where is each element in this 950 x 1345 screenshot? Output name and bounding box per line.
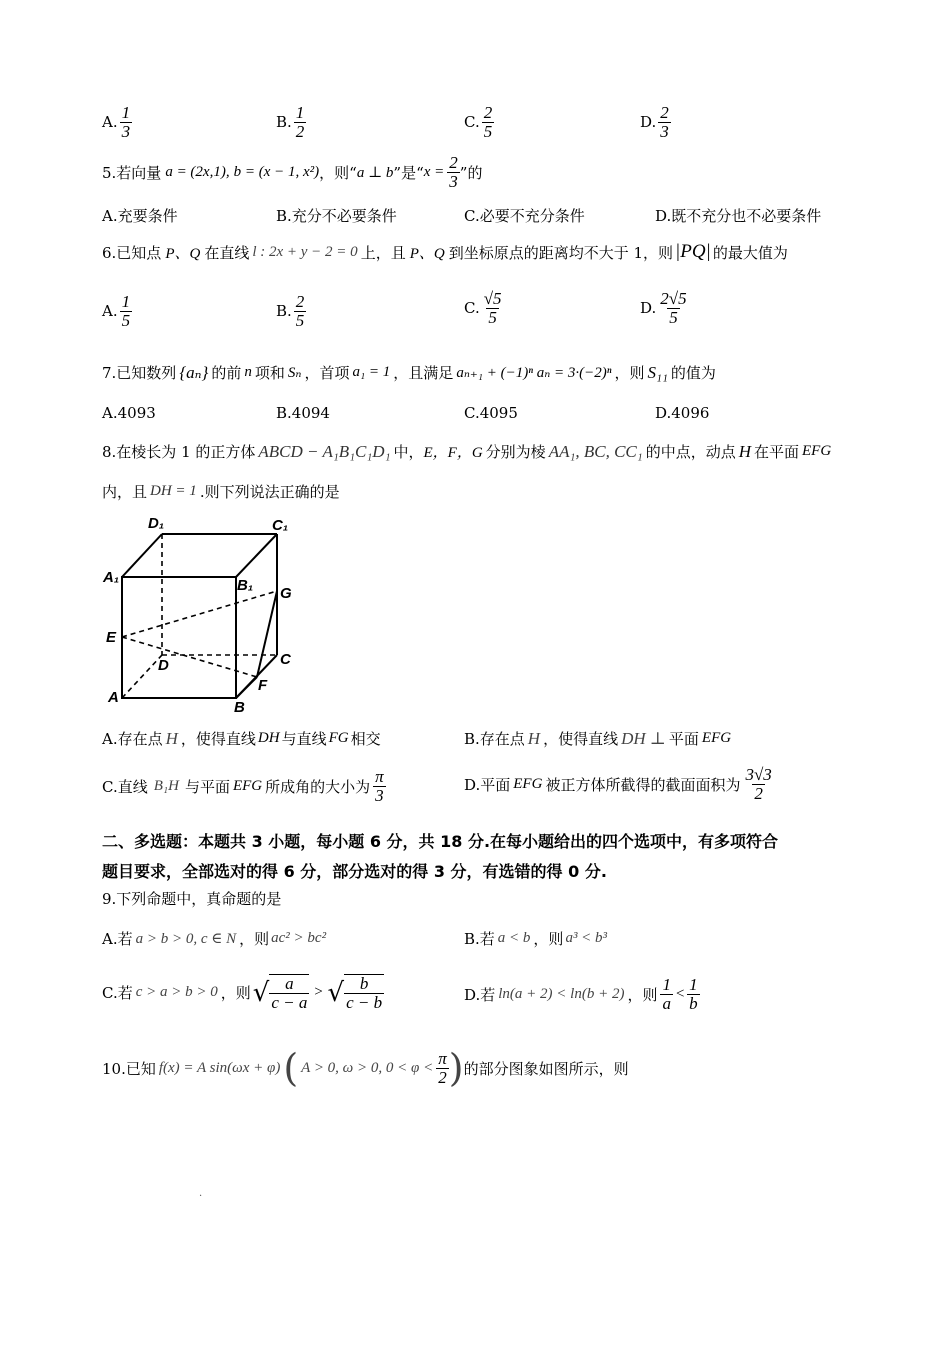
q8-opt-text: 与平面 bbox=[184, 777, 230, 796]
stray-dot: . bbox=[199, 1188, 203, 1199]
q8-opt-h: H bbox=[527, 728, 541, 748]
q4-option-a bbox=[102, 104, 132, 141]
q8-text: 内，且 bbox=[102, 483, 148, 501]
q9-option-a bbox=[102, 928, 326, 949]
q6-abs-pq: |PQ| bbox=[675, 241, 711, 262]
q9-opt-text: ，则 bbox=[239, 930, 270, 948]
q6-option-b bbox=[276, 293, 306, 330]
label-a: A bbox=[108, 689, 119, 706]
fraction: $\frac{2}{5}$ bbox=[483, 103, 493, 141]
q9-opt-text: B.若 bbox=[464, 930, 495, 948]
fraction: $\frac{\pi}{3}$ bbox=[375, 767, 384, 805]
paren-right-icon: ) bbox=[448, 1046, 464, 1090]
q7-n: n bbox=[244, 364, 252, 380]
q9-opt-math: a³ < b³ bbox=[565, 930, 608, 946]
q7-option-c: C.4095 bbox=[464, 404, 518, 422]
q9-option-b bbox=[464, 928, 607, 949]
q8-opt-text: 平面 bbox=[668, 730, 699, 748]
q7-text: ，则 bbox=[614, 364, 645, 382]
edge-b1-c1 bbox=[236, 534, 277, 577]
paren-left-icon: ( bbox=[283, 1046, 299, 1090]
q9-opt-math: ac² > bc² bbox=[271, 930, 327, 946]
q4-option-b bbox=[276, 104, 306, 141]
q8-text: 分别为棱 bbox=[485, 443, 546, 461]
q9-opt-lt: < bbox=[674, 985, 686, 1002]
q7-text: ，且满足 bbox=[393, 364, 454, 382]
q7-text: 项和 bbox=[254, 364, 285, 382]
q8-opt-fg: FG bbox=[328, 730, 349, 746]
question-8-line2 bbox=[102, 481, 340, 502]
q8-opt-dh: DH bbox=[257, 730, 280, 746]
q8-opt-text: B.存在点 bbox=[464, 730, 525, 748]
q7-option-b: B.4094 bbox=[276, 404, 330, 422]
option-label: C. bbox=[464, 299, 480, 318]
q8-option-c bbox=[102, 768, 386, 805]
q9-opt-math: a > b > 0, c ∈ N bbox=[135, 931, 237, 947]
q6-text: 上，且 bbox=[360, 243, 406, 262]
label-f: F bbox=[258, 677, 268, 694]
q5-perp: a ⊥ b bbox=[356, 164, 394, 181]
q8-opt-text: 与直线 bbox=[281, 730, 327, 748]
edge-a1-d1 bbox=[122, 534, 162, 577]
q8-opt-text: C.直线 bbox=[102, 777, 148, 796]
q7-option-d: D.4096 bbox=[655, 404, 710, 422]
q8-cube: ABCD − A₁B₁C₁D₁ bbox=[258, 441, 391, 461]
q8-opt-h: H bbox=[165, 728, 178, 748]
q8-dh: DH = 1 bbox=[150, 483, 197, 499]
fraction: $\frac{2}{3}$ bbox=[660, 103, 669, 141]
q7-relation: aₙ₊₁ + (−1)ⁿ aₙ = 3·(−2)ⁿ bbox=[456, 365, 612, 381]
fraction: $\frac{2}{3}$ bbox=[449, 153, 458, 191]
q9-opt-gt: > bbox=[313, 984, 324, 1001]
fraction: $\frac{2}{5}$ bbox=[295, 292, 305, 330]
q8-opt-efg: EFG bbox=[701, 730, 732, 746]
q9-opt-text: D.若 bbox=[464, 985, 496, 1004]
option-label: B. bbox=[276, 113, 292, 132]
q10-text: 10.已知 bbox=[102, 1059, 156, 1078]
option-label: A. bbox=[102, 302, 118, 321]
q8-opt-text: 所成角的大小为 bbox=[265, 777, 371, 796]
q9-opt-text: ，则 bbox=[220, 984, 251, 1003]
q7-text: 的前 bbox=[211, 364, 242, 382]
q6-text: 6.已知点 bbox=[102, 243, 162, 262]
question-5-stem bbox=[102, 154, 482, 191]
option-label: D. bbox=[640, 113, 657, 132]
q5-option-c: C.必要不充分条件 bbox=[464, 207, 585, 225]
q8-edges: AA₁, BC, CC₁ bbox=[548, 441, 643, 461]
q10-func: f(x) = A sin(ωx + φ) bbox=[158, 1059, 281, 1076]
q6-option-d bbox=[640, 290, 689, 327]
q9-option-c bbox=[102, 974, 384, 1012]
q6-points: P、Q bbox=[409, 245, 445, 262]
section-2-heading-line1: 二、多选题：本题共 3 小题，每小题 6 分，共 18 分.在每小题给出的四个选项中，有多项符合 bbox=[102, 832, 779, 851]
q8-option-d bbox=[464, 766, 774, 803]
q8-opt-text: 相交 bbox=[350, 730, 381, 748]
option-label: C. bbox=[464, 113, 480, 132]
fraction: $\frac{\pi}{2}$ bbox=[438, 1048, 447, 1087]
q9-opt-math: c > a > b > 0 bbox=[135, 984, 218, 1001]
fraction: $\frac{a}{c - a}$ bbox=[271, 974, 308, 1012]
q8-opt-text: 被正方体所截得的截面面积为 bbox=[545, 775, 741, 794]
q5-vector-a: a = (2x,1), bbox=[165, 163, 230, 180]
cube-front-face bbox=[122, 577, 236, 698]
q6-text: 到坐标原点的距离均不大于 1，则 bbox=[448, 243, 674, 262]
q8-opt-text: ，使得直线 bbox=[180, 730, 256, 748]
q8-text: .则下列说法正确的是 bbox=[199, 483, 340, 501]
q4-option-c bbox=[464, 104, 494, 141]
question-9-stem: 9.下列命题中，真命题的是 bbox=[102, 890, 282, 908]
fraction: $\frac{√5}{5}$ bbox=[483, 289, 502, 327]
q10-cond: A > 0, ω > 0, 0 < φ < bbox=[301, 1059, 434, 1076]
q8-text: 8.在棱长为 1 的正方体 bbox=[102, 443, 256, 461]
label-b1: B₁ bbox=[237, 577, 254, 594]
q9-opt-text: A.若 bbox=[102, 930, 133, 948]
label-c: C bbox=[280, 651, 291, 668]
q6-line-eq: l : 2x + y − 2 = 0 bbox=[252, 243, 358, 260]
q7-text: 7.已知数列 bbox=[102, 364, 177, 382]
question-6-stem bbox=[102, 241, 788, 263]
cube-figure bbox=[100, 512, 300, 714]
section-2-heading-line2: 题目要求，全部选对的得 6 分，部分选对的得 3 分，有选错的得 0 分. bbox=[102, 862, 607, 881]
q8-opt-efg: EFG bbox=[232, 777, 263, 794]
q5-option-b: B.充分不必要条件 bbox=[276, 207, 397, 225]
fraction: $\frac{1}{5}$ bbox=[121, 292, 131, 330]
q6-text: 在直线 bbox=[204, 243, 250, 262]
segment-b-f bbox=[236, 677, 257, 698]
option-label: A. bbox=[102, 113, 118, 132]
q7-sn: Sₙ bbox=[287, 365, 302, 381]
hidden-segment-e-g bbox=[122, 591, 277, 637]
q5-x-eq: x = bbox=[423, 163, 445, 180]
fraction: $\frac{b}{c - b}$ bbox=[346, 974, 383, 1012]
q7-seq: {aₙ} bbox=[179, 362, 209, 382]
q4-option-d bbox=[640, 104, 671, 141]
q8-opt-text: ，使得直线 bbox=[543, 730, 619, 748]
q9-opt-math: a < b bbox=[497, 930, 531, 946]
q5-text: ，则“ bbox=[319, 163, 357, 182]
label-a1: A₁ bbox=[103, 569, 120, 586]
q8-opt-efg: EFG bbox=[513, 775, 543, 792]
q8-points: E，F，G bbox=[423, 445, 483, 461]
q8-h: H bbox=[738, 441, 751, 461]
label-c1: C₁ bbox=[272, 517, 289, 534]
q5-option-a: A.充要条件 bbox=[102, 207, 178, 225]
question-7-stem bbox=[102, 362, 716, 383]
q8-option-b bbox=[464, 728, 731, 749]
q9-opt-text: C.若 bbox=[102, 984, 133, 1003]
q5-text: 5.若向量 bbox=[102, 163, 162, 182]
q5-vector-b: b = (x − 1, x²) bbox=[233, 163, 320, 180]
label-b: B bbox=[234, 699, 245, 714]
q8-opt-b1h: B₁H bbox=[153, 777, 179, 794]
option-label: D. bbox=[640, 299, 657, 318]
q9-opt-text: ，则 bbox=[627, 985, 658, 1004]
fraction: $\frac{3√3}{2}$ bbox=[745, 765, 772, 803]
fraction: $\frac{1}{2}$ bbox=[295, 103, 305, 141]
label-d1: D₁ bbox=[148, 515, 165, 532]
sqrt-icon: √ bbox=[252, 977, 270, 1008]
q8-opt-text: D.平面 bbox=[464, 775, 511, 794]
q8-option-a bbox=[102, 728, 381, 749]
q5-text: ”是“ bbox=[393, 163, 424, 182]
label-g: G bbox=[280, 585, 292, 602]
fraction: $\frac{2√5}{5}$ bbox=[660, 289, 687, 327]
label-d: D bbox=[158, 657, 169, 674]
q8-opt-dh: DH ⊥ bbox=[621, 728, 666, 748]
q8-text: 的中点，动点 bbox=[645, 443, 736, 461]
q7-option-a: A.4093 bbox=[102, 404, 156, 422]
q6-points: P、Q bbox=[165, 245, 201, 262]
q8-opt-text: A.存在点 bbox=[102, 730, 163, 748]
q6-option-a bbox=[102, 293, 132, 330]
q7-a1: a₁ = 1 bbox=[352, 364, 391, 380]
q10-text: 的部分图象如图所示，则 bbox=[463, 1059, 629, 1078]
q5-option-d: D.既不充分也不必要条件 bbox=[655, 207, 822, 225]
question-10-stem bbox=[102, 1046, 629, 1090]
q7-text: ，首项 bbox=[304, 364, 350, 382]
sqrt-icon: √ bbox=[327, 977, 345, 1008]
q9-opt-text: ，则 bbox=[533, 930, 564, 948]
fraction: $\frac{1}{a}$ bbox=[662, 975, 671, 1013]
label-e: E bbox=[106, 629, 117, 646]
question-8-stem bbox=[102, 441, 831, 462]
q9-option-d bbox=[464, 976, 700, 1013]
q8-text: 中， bbox=[393, 443, 424, 461]
fraction: $\frac{1}{b}$ bbox=[689, 975, 698, 1013]
q8-plane: EFG bbox=[802, 443, 832, 459]
q8-text: 在平面 bbox=[753, 443, 799, 461]
hidden-edge-a-d bbox=[122, 655, 162, 698]
q7-s11: S₁₁ bbox=[647, 362, 668, 382]
q9-opt-math: ln(a + 2) < ln(b + 2) bbox=[498, 985, 625, 1002]
fraction: $\frac{1}{3}$ bbox=[121, 103, 131, 141]
q7-text: 的值为 bbox=[670, 364, 716, 382]
q6-option-c bbox=[464, 290, 504, 327]
q5-text: ”的 bbox=[459, 163, 483, 182]
option-label: B. bbox=[276, 302, 292, 321]
q6-text: 的最大值为 bbox=[712, 243, 788, 262]
